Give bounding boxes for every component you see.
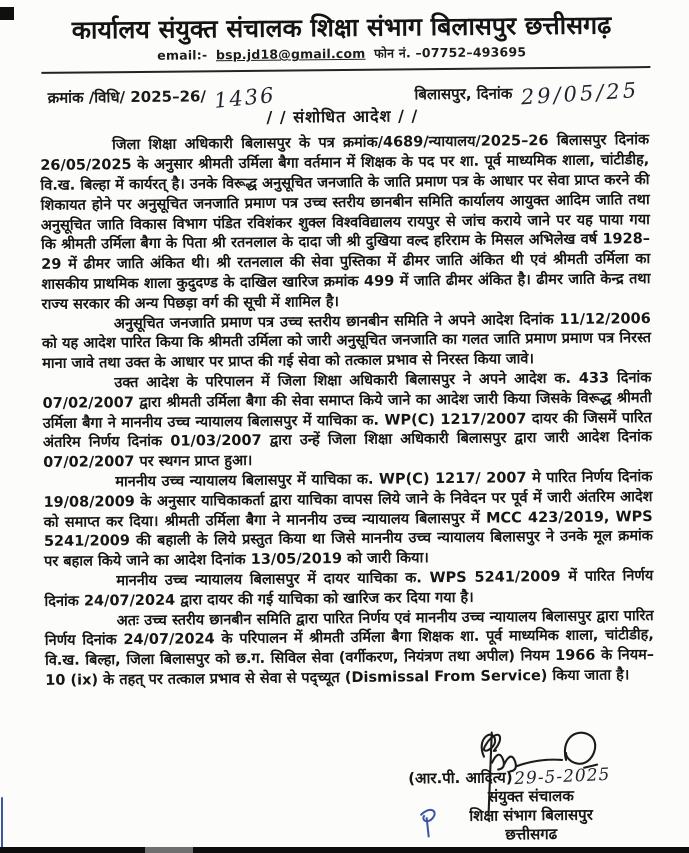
order-paragraph-3: उक्त आदेश के परिपालन में जिला शिक्षा अधिकारी बिलासपुर ने अपने आदेश क. 433 दिनांक 07/02/2007 द्वारा श्रीमती उर्मिला बैगा की सेवा समाप्त किये जाने का आदेश जारी किया जिसके विरूद्ध श्रीमती उर्मिला बैगा ने माननीय उच्च न्यायालय बिलासपुर में याचिका क. WP(C) 1217/2007 दायर की जिसमें पारित अंतरिम निर्णय दिनांक 01/03/2007 द्वारा उन्हें जिला शिक्षा अधिकारी बिलासपुर द्वारा जारी आदेश दिनांक 07/02/2007 पर स्थगन प्राप्त हुआ। [42, 370, 653, 472]
handwritten-ref-number: 1436 [213, 83, 277, 114]
place-date-line [414, 78, 640, 110]
blue-pen-mark-icon [416, 803, 442, 839]
scan-bottom-edge [0, 847, 689, 853]
header-divider [41, 66, 650, 74]
signatory-state: छत्तीसगढ [505, 824, 558, 844]
order-paragraph-4: माननीय उच्च न्यायालय बिलासपुर में याचिका क. WP(C) 1217/ 2007 मे पारित निर्णय दिनांक 19/08/2009 के अनुसार याचिकाकर्ता द्वारा याचिका वापस लिये जाने के निवेदन पर पूर्व में जारी अंतरिम आदेश को समाप्त कर दिया। श्रीमती उर्मिला बैगा ने माननीय उच्च न्यायालय बिलासपुर में MCC 423/2019, WPS 5241/2009 की बहाली के लिये प्रस्तुत किया था जिसे माननीय उच्च न्यायालय बिलासपुर ने उनके मूल क्रमांक पर बहाल किये जाने का आदेश दिनांक 13/05/2019 को जारी किया। [43, 469, 653, 571]
scan-bottom-edge-gap [145, 847, 193, 853]
reference-row [47, 78, 640, 114]
reference-number-line [47, 82, 277, 114]
order-paragraph-final [45, 607, 655, 692]
dismissal-english-term: (Dismissal From Service) [344, 668, 548, 686]
place-date-label: बिलासपुर, दिनांक [414, 84, 513, 104]
scan-blue-edge-mark [1, 797, 3, 848]
signatory-name: (आर.पी. आदित्य) [408, 768, 513, 788]
signatory-office: शिक्षा संभाग बिलासपुर [469, 805, 593, 825]
order-paragraph-2: अनुसूचित जनजाति प्रमाण पत्र उच्च स्तरीय छानबीन समिति ने अपने आदेश दिनांक 11/12/2006 को यह आदेश पारित किया कि श्रीमती उर्मिला को जारी अनुसूचित जनजाति का गलत जाति प्रमाण प्रमाण पत्र निरस्त माना जावे तथा उक्त के आधार पर प्राप्त की गई सेवा को तत्काल प्रभाव से निरस्त किया जावे। [41, 310, 652, 373]
order-paragraph-5: माननीय उच्च न्यायालय बिलासपुर में दायर याचिका क. WPS 5241/2009 में पारित निर्णय दिनांक 24/07/2024 द्वारा दायर की गई याचिका को खारिज कर दिया गया है। [44, 568, 654, 610]
handwritten-signature-date: 29-5-2025 [514, 764, 612, 790]
dismissal-term: पद्च्यूत [301, 670, 340, 687]
signatory-name-row [408, 764, 653, 790]
order-subject: / / संशोधित आदेश / / [266, 106, 419, 128]
order-body [40, 132, 654, 692]
final-paragraph-end: किया जाता है। [547, 667, 630, 685]
email-text: bsp.jd18@gmail.com [215, 46, 366, 63]
signature-block [408, 723, 654, 844]
page-title: कार्यालय संयुक्त संचालक शिक्षा संभाग बिलासपुर छत्तीसगढ़ [71, 10, 612, 45]
order-paragraph-1: जिला शिक्षा अधिकारी बिलासपुर के पत्र क्रमांक/4689/न्यायालय/2025–26 बिलासपुर दिनांक 26/05/2025 के अनुसार श्रीमती उर्मिला बैगा वर्तमान में शिक्षक के पद पर शा. पूर्व माध्यमिक शाला, चांटीडीह, वि.ख. बिल्हा में कार्यरत् है। उनके विरूद्ध अनुसूचित जनजाति के जाति प्रमाण पत्र के आधार पर सेवा प्राप्त करने की शिकायत होने पर अनुसूचित जनजाति प्रमाण पत्र उच्च स्तरीय छानबीन समिति कार्यालय आयुक्त आदिम जाति तथा अनुसूचित जाति विकास विभाग पंडित रविशंकर शुक्ल विश्वविद्यालय रायपुर से जांच कराये जाने पर यह पाया गया कि श्रीमती उर्मिला बैगा के पिता श्री रतनलाल के दादा जी श्री दुखिया वल्द हरिराम के मिसल अभिलेख वर्ष 1928–29 में ढीमर जाति अंकित थी। श्री रतनलाल की सेवा पुस्तिका में ढीमर जाति अंकित थी एवं श्रीमती उर्मिला का शासकीय प्राथमिक शाला कुदुदण्ड के दाखिल खारिज क्रमांक 499 में जाति ढीमर अंकित है। ढीमर जाति केन्द्र तथा राज्य सरकार की अन्य पिछड़ा वर्ग की सूची में शामिल है। [40, 132, 651, 313]
handwritten-date: 29/05/25 [519, 78, 640, 110]
email-label: email:- [157, 47, 208, 64]
reference-prefix: क्रमांक /विधि/ 2025–26/ [47, 87, 206, 108]
signatory-office-row [408, 805, 653, 825]
phone-number: फोन नं. –07752–493695 [373, 44, 527, 61]
final-paragraph-text: अतः उच्च स्तरीय छानबीन समिति द्वारा पारित निर्णय एवं माननीय उच्च न्यायालय बिलासपुर द्वारा पारित निर्णय दिनांक 24/07/2024 के परिपालन में श्रीमती उर्मिला बैगा शिक्षक शा. पूर्व माध्यमिक शाला, चांटीडीह, वि.ख. बिल्हा, जिला बिलासपुर को छ.ग. सिविल सेवा (वर्गीकरण, नियंत्रण तथा अपील) नियम 1966 के नियम–10 (ix) के तहत् पर तत्काल प्रभाव से सेवा से [44, 607, 655, 689]
scan-corner-mark [0, 7, 14, 20]
signatory-designation: संयुक्त संचालक [487, 786, 574, 806]
